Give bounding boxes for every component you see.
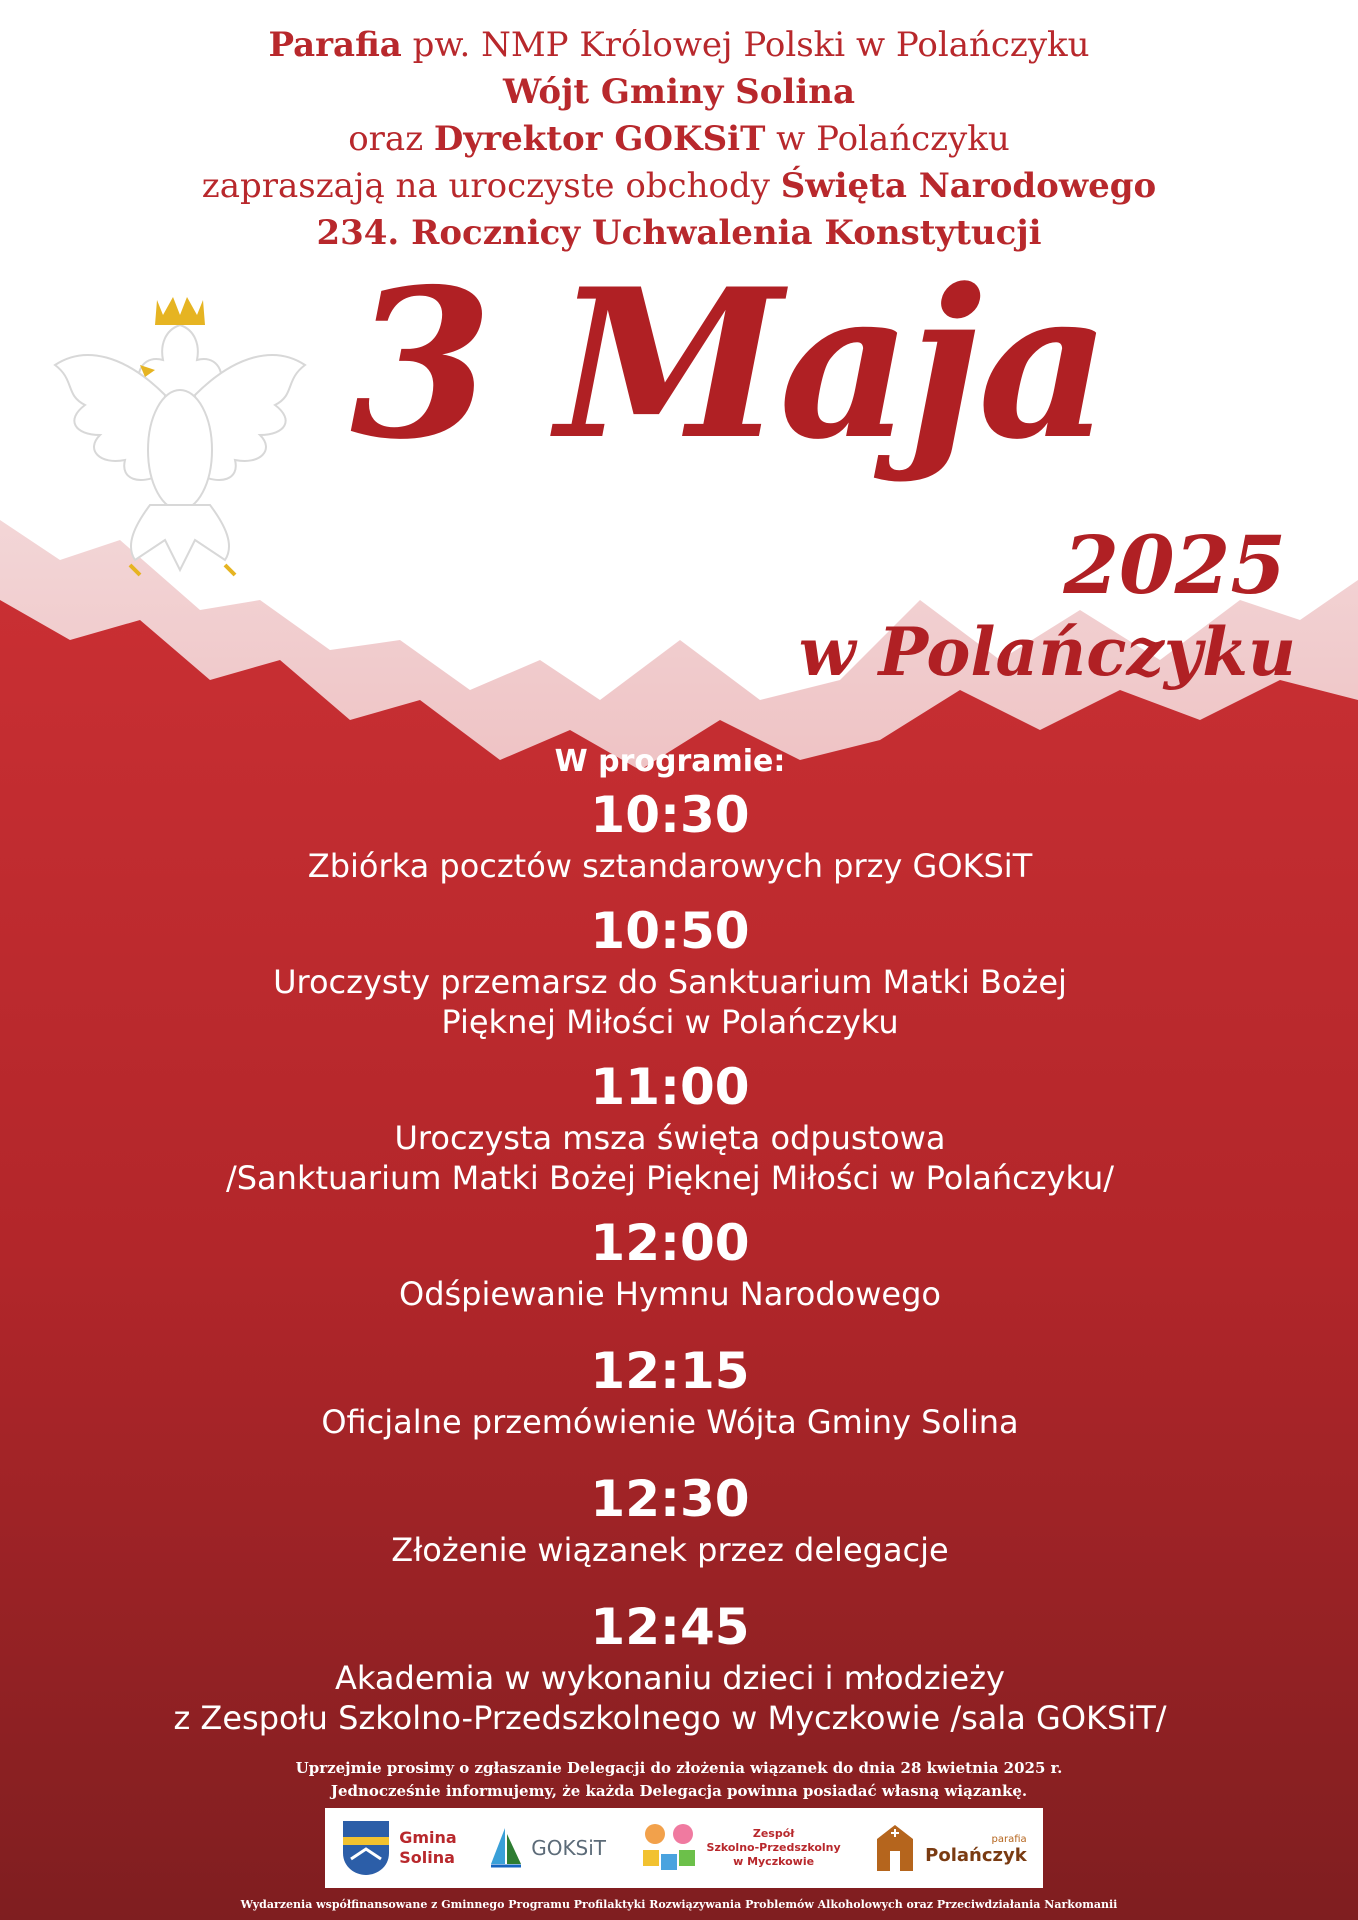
header-line-1: Parafia pw. NMP Królowej Polski w Polańczyku [268, 25, 1090, 65]
notice-line-1: Uprzejmie prosimy o zgłaszanie Delegacji do złożenia wiązanek do dnia 28 kwietnia 2025 r. [295, 1759, 1063, 1777]
program-description: Uroczysta msza święta odpustowa [394, 1119, 946, 1157]
program-label: W programie: [554, 744, 786, 779]
header-line-5: 234. Rocznicy Uchwalenia Konstytucji [316, 213, 1042, 253]
program-time: 12:00 [590, 1214, 750, 1272]
coat-of-arms-icon [341, 1819, 391, 1877]
delegation-notice [0, 1757, 1358, 1803]
program-time: 12:30 [590, 1470, 750, 1528]
program-description: /Sanktuarium Matki Bożej Pięknej Miłości w Polańczyku/ [225, 1159, 1115, 1197]
gmina-solina-logo [341, 1819, 456, 1877]
program-item [0, 1340, 1340, 1442]
gmina-line-1: Gmina [399, 1828, 457, 1847]
program-description: Zbiórka pocztów sztandarowych przy GOKSiT [307, 847, 1033, 885]
funding-footer: Wydarzenia współfinansowane z Gminnego Programu Profilaktyki Rozwiązywania Problemów Alkoholowych oraz Przeciwdziałania Narkomanii [240, 1898, 1118, 1911]
notice-line-2: Jednocześnie informujemy, że każda Delegacja powinna posiadać własną wiązankę. [330, 1782, 1028, 1800]
abc-kids-icon [639, 1820, 699, 1876]
program-time: 10:50 [590, 902, 750, 960]
zespol-line-2: Szkolno-Przedszkolny [706, 1841, 841, 1854]
program-time: 12:15 [590, 1342, 750, 1400]
program-time: 12:45 [590, 1598, 750, 1656]
header-line-3: oraz Dyrektor GOKSiT w Polańczyku [348, 119, 1010, 159]
program-description: z Zespołu Szkolno-Przedszkolnego w Myczkowie /sala GOKSiT/ [173, 1699, 1167, 1737]
sponsor-logos [325, 1808, 1043, 1888]
parafia-small-label: parafia [991, 1834, 1027, 1845]
program-description: Złożenie wiązanek przez delegacje [391, 1531, 949, 1569]
parafia-name: Polańczyk [925, 1845, 1027, 1866]
header-line-2: Wójt Gminy Solina [503, 72, 855, 112]
goksit-logo [489, 1826, 606, 1870]
sail-icon [489, 1826, 523, 1870]
program-item [0, 900, 1340, 1042]
church-icon [873, 1823, 917, 1873]
white-eagle-icon [45, 285, 315, 585]
event-title: 3 Maja [350, 245, 1107, 485]
event-year: 2025 [1063, 518, 1286, 612]
program-description: Odśpiewanie Hymnu Narodowego [399, 1275, 941, 1313]
organizers-header [0, 22, 1358, 257]
program-section [0, 740, 1340, 1738]
program-time: 10:30 [590, 786, 750, 844]
goksit-label: GOKSiT [531, 1836, 607, 1860]
program-item [0, 1056, 1340, 1198]
parafia-polanczyk-logo [873, 1823, 1027, 1873]
zespol-line-3: w Myczkowie [733, 1855, 815, 1868]
program-description: Akademia w wykonaniu dzieci i młodzieży [335, 1659, 1005, 1697]
program-description: Oficjalne przemówienie Wójta Gminy Solina [321, 1403, 1019, 1441]
gmina-line-2: Solina [399, 1848, 455, 1867]
header-line-4: zapraszają na uroczyste obchody Święta Narodowego [201, 166, 1157, 206]
program-item [0, 1596, 1340, 1738]
program-description: Uroczysty przemarsz do Sanktuarium Matki Bożej [273, 963, 1067, 1001]
program-item [0, 784, 1340, 886]
program-time: 11:00 [590, 1058, 750, 1116]
program-item [0, 1468, 1340, 1570]
program-item [0, 1212, 1340, 1314]
zespol-line-1: Zespół [752, 1827, 795, 1840]
zespol-logo [639, 1820, 841, 1876]
event-place: w Polańczyku [798, 613, 1296, 691]
program-description: Pięknej Miłości w Polańczyku [441, 1003, 899, 1041]
